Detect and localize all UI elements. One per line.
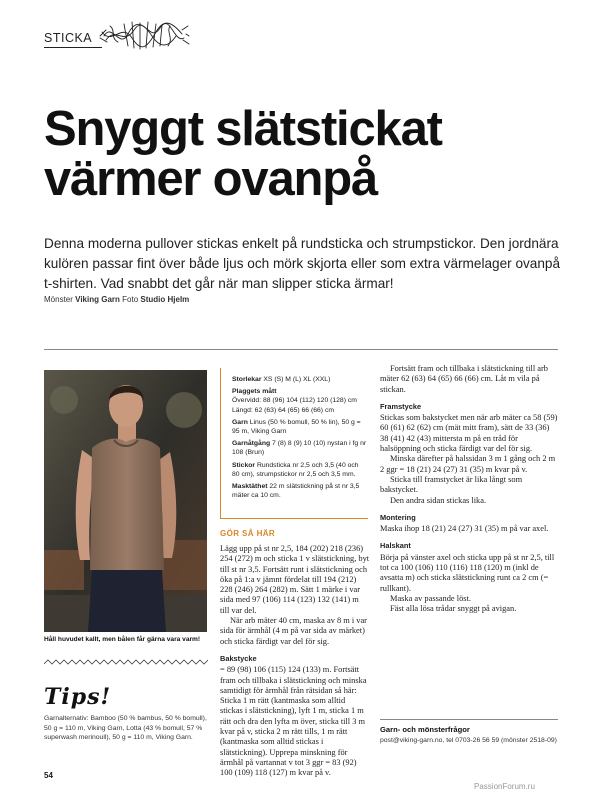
page-title <box>44 104 442 204</box>
contact-text: post@viking-garn.no, tel 0703-26 56 59 (mönster 2518-09) <box>380 737 557 745</box>
contact-heading: Garn- och mönsterfrågor <box>380 725 470 734</box>
tips-text: Garnalternativ: Bamboo (50 % bambus, 50 % bomull), 50 g = 110 m, Viking Garn, Lotta (43 % bomull, 57 % superwash merinoull), 50 g = 110 m, Viking Garn. <box>44 715 207 742</box>
neckband-text-3: Fäst alla lösa trådar snyggt på avigan. <box>390 604 517 614</box>
instructions-column-1 <box>220 544 370 779</box>
instructions-heading: GÖR SÅ HÄR <box>220 529 276 538</box>
info-yarn-amount-value: 7 (8) 8 (9) 10 (10) nystan i fg nr 108 (Brun) <box>232 440 367 457</box>
info-gauge-value: 22 m slätstickning på st nr 3,5 mäter ca 10 cm. <box>232 483 360 500</box>
section-label: STICKA <box>44 31 93 45</box>
assembly-text: Maska ihop 18 (21) 24 (27) 31 (35) m på var axel. <box>380 524 549 534</box>
pattern-info-box <box>220 368 368 519</box>
assembly-heading: Montering <box>380 512 416 522</box>
credit-photo-value: Studio Hjelm <box>140 295 190 304</box>
instructions-cast-on: Lägg upp på st nr 2,5, 184 (202) 218 (236) 254 (272) m och sticka 1 v slätstickning, byt till st nr 3,5. Fortsätt runt i slätstickning och öka på 1:a v jämnt fördelat till 194 (212) 228 (246) 264 (282) m. Sätt 1 märke i var sida med 97 (106) 114 (123) 132 (141) m till var del. <box>220 544 370 615</box>
tips-heading: Tips! <box>44 684 112 710</box>
instructions-column-2 <box>380 364 558 615</box>
section-underline <box>44 47 102 48</box>
neckband-heading: Halskant <box>380 541 411 551</box>
credit-pattern-label: Mönster <box>44 295 73 304</box>
info-needles-label: Stickor <box>232 461 256 469</box>
info-sizes <box>232 375 368 384</box>
instructions-armhole: När arb mäter 40 cm, maska av 8 m i var sida för ärmhål (4 m på var sida av märket) och sticka färdigt var del för sig. <box>220 616 367 646</box>
contact-divider <box>380 719 558 720</box>
info-measurements <box>232 387 368 415</box>
title-line-2: värmer ovanpå <box>44 152 378 206</box>
front-heading: Framstycke <box>380 401 422 411</box>
info-yarn-amount <box>232 439 368 457</box>
info-yarn <box>232 418 368 436</box>
info-length: Längd: 62 (63) 64 (65) 66 (66) cm <box>232 406 335 414</box>
info-sizes-label: Storlekar <box>232 376 262 383</box>
info-chest: Övervidd: 88 (96) 104 (112) 120 (128) cm <box>232 397 357 405</box>
credit-pattern-value: Viking Garn <box>75 295 120 304</box>
info-needles <box>232 461 368 479</box>
front-text-3: Sticka till framstycket är lika långt som bakstycket. <box>380 474 523 495</box>
contact-box <box>380 725 558 745</box>
yarn-skein-illustration <box>98 16 190 56</box>
back-text-continued: Fortsätt fram och tillbaka i slätstickning till arb mäter 62 (63) 64 (65) 66 (66) cm. Låt m vila på stickan. <box>380 364 548 394</box>
section-divider <box>44 349 558 350</box>
info-needles-value: Rundsticka nr 2,5 och 3,5 (40 och 80 cm), strumpstickor nr 2,5 och 3,5 mm. <box>232 461 359 478</box>
info-yarn-value: Linus (50 % bomull, 50 % lin), 50 g = 95 m, Viking Garn <box>232 418 361 436</box>
photo-caption: Håll huvudet kallt, men bålen får gärna vara varm! <box>44 636 201 643</box>
model-photo-illustration <box>44 370 207 632</box>
front-text: Stickas som bakstycket men när arb mäter ca 58 (59) 60 (61) 62 (62) cm (mät mitt fram), sätt de 33 (36) 38 (41) 42 (43) mittersta m på en tråd för halsöppning och sticka färdigt var del för sig. <box>380 413 558 454</box>
credit-photo-label: Foto <box>122 295 139 304</box>
front-text-2: Minska därefter på halssidan 3 m 1 gång och 2 m 2 ggr = 18 (21) 24 (27) 31 (35) m kvar på v. <box>380 454 556 474</box>
info-gauge-label: Masktäthet <box>232 483 268 491</box>
info-yarn-label: Garn <box>232 418 248 426</box>
model-photo <box>44 370 207 632</box>
credits <box>44 295 189 304</box>
page-number: 54 <box>44 771 53 780</box>
zigzag-divider <box>44 658 208 666</box>
neckband-text-2: Maska av passande löst. <box>390 593 471 603</box>
neckband-text: Börja på vänster axel och sticka upp på st nr 2,5, till tot ca 100 (106) 110 (116) 118 (120) m (inkl de avsatta m) och sticka slätstickning runt ca 2 cm (= rullkant). <box>380 552 555 593</box>
site-watermark: PassionForum.ru <box>474 782 535 791</box>
back-heading: Bakstycke <box>220 653 257 663</box>
info-yarn-amount-label: Garnåtgång <box>232 440 271 448</box>
back-text: = 89 (98) 106 (115) 124 (133) m. Fortsätt fram och tillbaka i slätstickning och minska samtidigt för ärmhål från rätsidan så här: Sticka 1 m rätt (kantmaska som alltid stickas i slätstickning), lyft 1 m, sticka 1 m rätt och dra den lyfta m över, sticka till 3 m kvar på v, sticka 2 m rätt tills, 1 m rätt (kantmaska som alltid stickas i slätstickning). Upprepa minskning för ärmhål på vartannat v tot 3 ggr = 83 (92) 100 (109) 118 (127) m kvar på v. <box>220 665 367 778</box>
info-measurements-label: Plaggets mått <box>232 388 277 396</box>
info-sizes-value: XS (S) M (L) XL (XXL) <box>263 376 331 383</box>
title-line-1: Snyggt slätstickat <box>44 102 442 156</box>
front-text-4: Den andra sidan stickas lika. <box>390 495 487 505</box>
lead-paragraph: Denna moderna pullover stickas enkelt på rundsticka och strumpstickor. Den jordnära kulören passar fint över både ljus och mörk skjorta eller som extra värmelager ovanpå t-shirten. Vad snabbt det går när man slipper sticka ärmar! <box>44 236 561 291</box>
info-gauge <box>232 482 368 500</box>
